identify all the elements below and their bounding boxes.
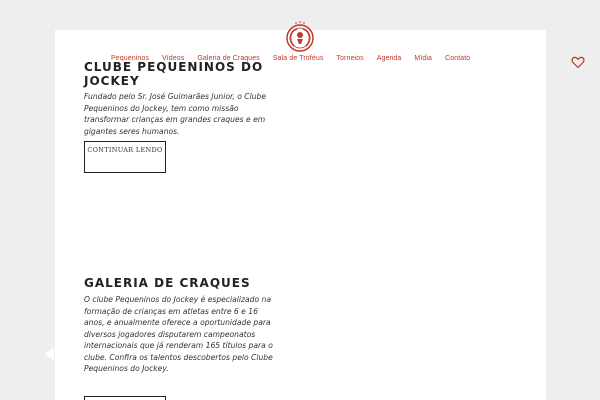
- nav-item-galeria-de-craques[interactable]: Galeria de Craques: [197, 55, 260, 62]
- carousel-prev-arrow[interactable]: [45, 347, 54, 361]
- section-title-clube: CLUBE PEQUENINOS DO JOCKEY: [84, 60, 264, 88]
- nav-item-midia[interactable]: Mídia: [414, 55, 433, 62]
- section-title-galeria: GALERIA DE CRAQUES: [84, 276, 251, 290]
- heart-icon[interactable]: [571, 54, 585, 67]
- nav-item-videos[interactable]: Vídeos: [161, 55, 185, 62]
- nav-item-contato[interactable]: Contato: [445, 55, 471, 62]
- continue-reading-button[interactable]: CONTINUAR LENDO: [84, 141, 166, 173]
- section-text-clube: Fundado pelo Sr. José Guimarães Junior, o Clube Pequeninos do Jockey, tem como missão transformar crianças em grandes craques e em gigantes seres humanos.: [84, 92, 267, 136]
- galeria-button[interactable]: [84, 396, 166, 400]
- nav-item-torneios[interactable]: Torneios: [336, 55, 364, 62]
- nav-item-agenda[interactable]: Agenda: [376, 55, 402, 62]
- club-logo[interactable]: [284, 19, 316, 55]
- nav-item-sala-de-trofeus[interactable]: Sala de Troféus: [272, 55, 324, 62]
- nav-item-pequeninos[interactable]: Pequeninos: [111, 55, 149, 62]
- section-text-galeria: O clube Pequeninos do Jockey é especializado na formação de crianças em atletas entre 6 e 16 anos, e anualmente oferece a oportunidade para diversos jogadores disputarem campeonatos internacionais que já renderam 165 títulos para o clube. Confira os talentos descobertos pelo Clube Pequeninos do Jockey.: [84, 295, 273, 373]
